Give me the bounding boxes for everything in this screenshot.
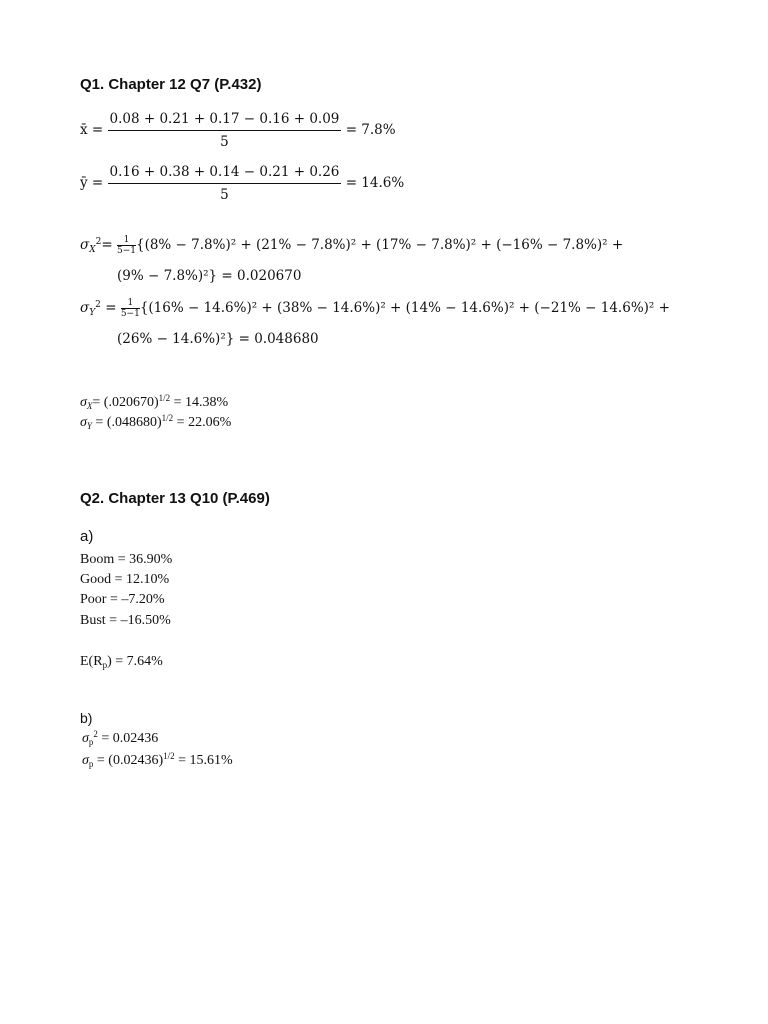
variance-y-eq: =: [100, 300, 117, 316]
stdev-result: = 15.61%: [174, 753, 233, 768]
sd-x-symbol: σ: [80, 395, 87, 410]
stdev-exp: 1/2: [163, 751, 175, 761]
sd-y-symbol: σ: [80, 415, 87, 430]
sd-x-text: = (.020670): [92, 395, 159, 410]
sd-x-sub: X: [86, 401, 93, 411]
ybar-result: = 14.6%: [345, 175, 405, 191]
part-b-label: b): [80, 710, 93, 726]
sigma-y-sup: 2: [95, 300, 101, 310]
sigma-x-sub: X: [89, 245, 96, 255]
sigma-y-symbol: σ: [80, 300, 90, 316]
sd-x-exp: 1/2: [158, 393, 171, 403]
expected-suffix: ) = 7.64%: [107, 654, 163, 669]
ybar-lhs: ȳ =: [80, 175, 104, 191]
stdev-symbol: σ: [82, 753, 89, 768]
xbar-numerator: 0.08 + 0.21 + 0.17 − 0.16 + 0.09: [108, 111, 342, 131]
variance-x-line2: (9% − 7.8%)²} = 0.020670: [117, 268, 302, 284]
part-a-label: a): [80, 528, 94, 545]
return-good: Good = 12.10%: [80, 572, 170, 587]
sd-x-result: = 14.38%: [170, 395, 229, 410]
variance-sub: p: [88, 737, 94, 747]
xbar-result: = 7.8%: [345, 122, 396, 138]
portfolio-stdev: [82, 753, 233, 769]
stdev-sub: p: [88, 759, 94, 769]
ybar-numerator: 0.16 + 0.38 + 0.14 − 0.21 + 0.26: [108, 164, 342, 184]
variance-x-eq: =: [101, 237, 113, 253]
return-poor: Poor = –7.20%: [80, 592, 165, 607]
variance-symbol: σ: [82, 731, 89, 746]
variance-y-frac-den: 5−1: [120, 309, 140, 319]
variance-x-expr1: {(8% − 7.8%)² + (21% − 7.8%)² + (17% − 7.8%)² + (−16% − 7.8%)² +: [135, 237, 624, 253]
sigma-y-sub: Y: [89, 308, 96, 318]
sd-y-exp: 1/2: [161, 413, 174, 423]
sd-y-text: = (.048680): [91, 415, 162, 430]
variance-y-line2: (26% − 14.6%)²} = 0.048680: [117, 331, 319, 347]
q2-heading: Q2. Chapter 13 Q10 (P.469): [80, 490, 270, 507]
sigma-x-sup: 2: [95, 237, 102, 247]
sd-y-result: = 22.06%: [173, 415, 232, 430]
variance-text: = 0.02436: [97, 731, 159, 746]
sd-y-sub: Y: [86, 421, 92, 431]
xbar-fraction: [108, 111, 342, 150]
xbar-equation: [80, 111, 396, 150]
variance-y-line1: [80, 298, 670, 319]
sigma-x-symbol: σ: [80, 237, 90, 253]
ybar-equation: [80, 164, 404, 203]
stdev-text: = (0.02436): [93, 753, 164, 768]
q1-heading: Q1. Chapter 12 Q7 (P.432): [80, 76, 262, 93]
portfolio-variance: [82, 731, 158, 747]
xbar-denominator: 5: [220, 134, 229, 150]
variance-x-line1: [80, 235, 623, 256]
return-bust: Bust = –16.50%: [80, 613, 171, 628]
variance-y-expr1: {(16% − 14.6%)² + (38% − 14.6%)² + (14% − 14.6%)² + (−21% − 14.6%)² +: [139, 300, 670, 316]
sd-x-line: [80, 395, 228, 411]
expected-return: [80, 654, 163, 670]
variance-x-fraction: [117, 235, 136, 256]
ybar-fraction: [108, 164, 342, 203]
expected-prefix: E(R: [80, 654, 103, 669]
expected-sub: p: [102, 660, 108, 670]
xbar-lhs: x̄ =: [80, 122, 104, 138]
return-boom: Boom = 36.90%: [80, 552, 173, 567]
variance-x-frac-num: 1: [117, 235, 136, 246]
sd-y-line: [80, 415, 231, 431]
variance-y-fraction: [121, 298, 140, 319]
variance-x-frac-den: 5−1: [116, 246, 136, 256]
ybar-denominator: 5: [220, 187, 229, 203]
variance-sup: 2: [93, 729, 98, 739]
variance-y-frac-num: 1: [121, 298, 140, 309]
